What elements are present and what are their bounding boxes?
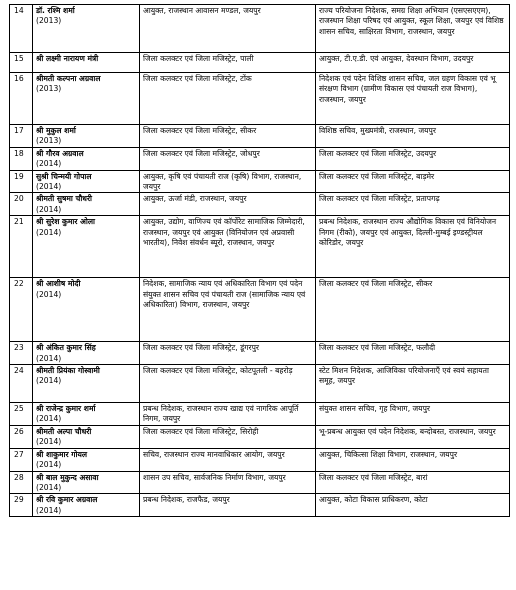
serial-number: 28	[10, 471, 33, 494]
serial-number: 26	[10, 425, 33, 448]
serial-number: 17	[10, 125, 33, 148]
current-posting: प्रबन्ध निदेशक, राजस्थान राज्य खाद्य एवं नागरिक आपूर्ति निगम, जयपुर	[140, 403, 316, 426]
table-row	[10, 216, 510, 278]
officer-name: श्रीमती कल्पना अग्रवाल	[36, 74, 101, 83]
new-posting: प्रबन्ध निदेशक, राजस्थान राज्य औद्योगिक विकास एवं विनियोजन निगम (रीको), जयपुर एवं आयुक्त, दिल्ली-मुम्बई इण्डस्ट्रीयल कोरिडोर, जयपुर	[316, 216, 510, 278]
officer-name: श्रीमती अल्पा चौधरी	[36, 426, 92, 436]
table-row	[10, 170, 510, 193]
officer-name: श्री राजेन्द्र कुमार शर्मा	[36, 404, 96, 414]
new-posting: संयुक्त शासन सचिव, गृह विभाग, जयपुर	[316, 403, 510, 426]
table-row	[10, 448, 510, 471]
current-posting: जिला कलक्टर एवं जिला मजिस्ट्रेट, पाली	[140, 53, 316, 73]
current-posting: निदेशक, सामाजिक न्याय एवं अधिकारिता विभाग एवं पदेन संयुक्त शासन सचिव एवं पंचायती राज (सामाजिक न्याय एवं अधिकारिता) विभाग, राजस्थान, जयपुर	[140, 278, 316, 342]
new-posting: आयुक्त, चिकित्सा शिक्षा विभाग, राजस्थान, जयपुर	[316, 448, 510, 471]
serial-number: 20	[10, 193, 33, 216]
officer-cell	[33, 147, 140, 170]
serial-number: 27	[10, 448, 33, 471]
serial-number: 21	[10, 216, 33, 278]
table-row	[10, 53, 510, 73]
officer-name: श्री शाकुमार गोयल	[36, 449, 88, 459]
officer-cell	[33, 448, 140, 471]
current-posting: आयुक्त, राजस्थान आवासन मण्डल, जयपुर	[140, 5, 316, 53]
serial-number: 19	[10, 170, 33, 193]
officer-name: श्री लक्ष्मी नारायण मंत्री	[36, 54, 99, 63]
batch-year: (2014)	[36, 182, 62, 192]
officer-name: श्री मुकुल शर्मा	[36, 126, 76, 135]
current-posting: जिला कलक्टर एवं जिला मजिस्ट्रेट, सिरोही	[140, 425, 316, 448]
officer-cell	[33, 278, 140, 342]
batch-year: (2014)	[36, 482, 62, 492]
officer-cell	[33, 342, 140, 365]
officer-cell	[33, 73, 140, 125]
new-posting: आयुक्त, टी.ए.डी. एवं आयुक्त, देवस्थान विभाग, उदयपुर	[316, 53, 510, 73]
serial-number: 25	[10, 403, 33, 426]
serial-number: 22	[10, 278, 33, 342]
officer-name: श्रीमती सुषमा चौधरी	[36, 194, 93, 204]
serial-number: 24	[10, 365, 33, 403]
current-posting: जिला कलक्टर एवं जिला मजिस्ट्रेट, सीकर	[140, 125, 316, 148]
serial-number: 14	[10, 5, 33, 53]
new-posting: भू-प्रबन्ध आयुक्त एवं पदेन निदेशक, बन्दोबस्त, राजस्थान, जयपुर	[316, 425, 510, 448]
officer-name: श्री गौरव अग्रवाल	[36, 148, 84, 158]
table-row	[10, 471, 510, 494]
new-posting: राज्य परियोजना निदेशक, समग्र शिक्षा अभियान (एसएसएएम), राजस्थान शिक्षा परिषद एवं आयुक्त, स्कूल शिक्षा, जयपुर एवं विशिष्ठ शासन सचिव, साक्षिरता विभाग, राजस्थान, जयपुर	[316, 5, 510, 53]
batch-year: (2014)	[36, 159, 62, 169]
officer-name: श्रीमती प्रियंका गोस्वामी	[36, 366, 100, 376]
batch-year: (2014)	[36, 227, 62, 237]
officer-cell	[33, 125, 140, 148]
officer-name: श्री सुरेश कुमार ओला	[36, 217, 96, 227]
current-posting: सचिव, राजस्थान राज्य मानवाधिकार आयोग, जयपुर	[140, 448, 316, 471]
transfer-list-table	[9, 4, 510, 517]
new-posting: आयुक्त, कोटा विकास प्राधिकरण, कोटा	[316, 494, 510, 517]
current-posting: जिला कलक्टर एवं जिला मजिस्ट्रेट, डूंगरपुर	[140, 342, 316, 365]
table-row	[10, 342, 510, 365]
table-row	[10, 147, 510, 170]
batch-year: (2014)	[36, 414, 62, 424]
officer-cell	[33, 425, 140, 448]
officer-name: सुश्री चिन्मयी गोपाल	[36, 171, 92, 181]
table-row	[10, 73, 510, 125]
batch-year: (2014)	[36, 204, 62, 214]
officer-name: श्री अंकित कुमार सिंह	[36, 343, 96, 353]
current-posting: प्रबन्ध निदेशक, राजफैड, जयपुर	[140, 494, 316, 517]
officer-cell	[33, 170, 140, 193]
batch-year: (2014)	[36, 505, 62, 515]
batch-year: (2014)	[36, 460, 62, 470]
officer-cell	[33, 365, 140, 403]
new-posting: जिला कलक्टर एवं जिला मजिस्ट्रेट, प्रतापगढ़	[316, 193, 510, 216]
current-posting: जिला कलक्टर एवं जिला मजिस्ट्रेट, टोंक	[140, 73, 316, 125]
table-row	[10, 193, 510, 216]
serial-number: 16	[10, 73, 33, 125]
current-posting: आयुक्त, उद्योग, वाणिज्य एवं कॉर्पोरेट सामाजिक जिम्मेदारी, राजस्थान, जयपुर एवं आयुक्त (विनियोजन एवं अप्रवासी भारतीय), निवेश संवर्धन ब्यूरो, राजस्थान, जयपुर	[140, 216, 316, 278]
officer-name: श्री आशीष मोदी	[36, 279, 81, 289]
table-row	[10, 494, 510, 517]
serial-number: 18	[10, 147, 33, 170]
current-posting: शासन उप सचिव, सार्वजनिक निर्माण विभाग, जयपुर	[140, 471, 316, 494]
officer-cell	[33, 5, 140, 53]
batch-year: (2014)	[36, 353, 62, 363]
current-posting: जिला कलक्टर एवं जिला मजिस्ट्रेट, कोटपूतली - बहरोड़	[140, 365, 316, 403]
serial-number: 15	[10, 53, 33, 73]
new-posting: निदेशक एवं पदेन विशिष्ठ शासन सचिव, जल ग्रहण विकास एवं भू संरक्षण विभाग (ग्रामीण विकास एवं पंचायती राज विभाग), राजस्थान, जयपुर	[316, 73, 510, 125]
table-body	[10, 5, 510, 517]
new-posting: जिला कलक्टर एवं जिला मजिस्ट्रेट, बारां	[316, 471, 510, 494]
new-posting: जिला कलक्टर एवं जिला मजिस्ट्रेट, फलौदी	[316, 342, 510, 365]
new-posting: स्टेट मिशन निदेशक, आजिविका परियोजनाएँ एवं स्वयं सहायता समूह, जयपुर	[316, 365, 510, 403]
batch-year: (2014)	[36, 437, 62, 447]
serial-number: 29	[10, 494, 33, 517]
batch-year: (2013)	[36, 136, 62, 146]
new-posting: विशिष्ठ सचिव, मुख्यमंत्री, राजस्थान, जयपुर	[316, 125, 510, 148]
batch-year: (2013)	[36, 84, 62, 94]
officer-name: श्री बाल मुकुन्द असावा	[36, 472, 99, 482]
table-row	[10, 425, 510, 448]
table-row	[10, 403, 510, 426]
officer-cell	[33, 403, 140, 426]
table-row	[10, 278, 510, 342]
batch-year: (2014)	[36, 289, 62, 299]
current-posting: जिला कलक्टर एवं जिला मजिस्ट्रेट, जोधपुर	[140, 147, 316, 170]
officer-cell	[33, 471, 140, 494]
new-posting: जिला कलक्टर एवं जिला मजिस्ट्रेट, सीकर	[316, 278, 510, 342]
current-posting: आयुक्त, कृषि एवं पंचायती राज (कृषि) विभाग, राजस्थान, जयपुर	[140, 170, 316, 193]
officer-cell	[33, 216, 140, 278]
officer-name: डॉ. रश्मि शर्मा	[36, 6, 75, 15]
current-posting: आयुक्त, ऊर्जा मंडी, राजस्थान, जयपुर	[140, 193, 316, 216]
table-row	[10, 5, 510, 53]
officer-cell	[33, 494, 140, 517]
new-posting: जिला कलक्टर एवं जिला मजिस्ट्रेट, उदयपुर	[316, 147, 510, 170]
batch-year: (2014)	[36, 376, 62, 386]
officer-cell	[33, 53, 140, 73]
new-posting: जिला कलक्टर एवं जिला मजिस्ट्रेट, बाड़मेर	[316, 170, 510, 193]
batch-year: (2013)	[36, 16, 62, 26]
serial-number: 23	[10, 342, 33, 365]
table-row	[10, 125, 510, 148]
officer-cell	[33, 193, 140, 216]
table-row	[10, 365, 510, 403]
officer-name: श्री रवि कुमार अग्रवाल	[36, 495, 98, 505]
